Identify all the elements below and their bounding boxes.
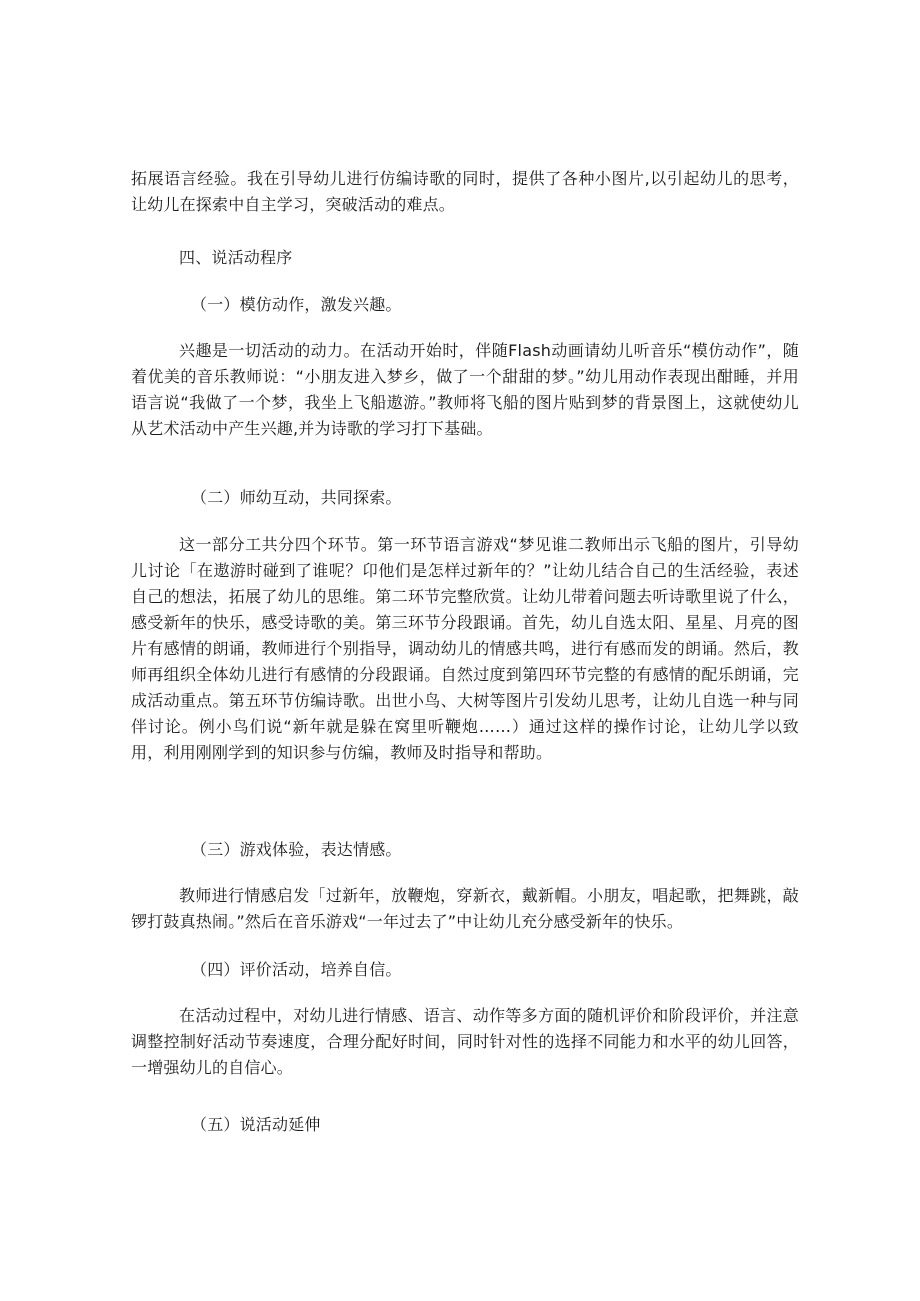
- paragraph-emotion-inspiration: 教师进行情感启发「过新年，放鞭炮，穿新衣，戴新帽。小朋友，唱起歌，把舞跳，敲锣打鼓真热闹。”然后在音乐游戏“一年过去了”中让幼儿充分感受新年的快乐。: [131, 886, 799, 931]
- paragraph-intro: 拓展语言经验。我在引导幼儿进行仿编诗歌的同时，提供了各种小图片,以引起幼儿的思考，让幼儿在探索中自主学习，突破活动的难点。: [131, 169, 799, 214]
- subheading-imitate-actions: （一）模仿动作，激发兴趣。: [191, 295, 402, 314]
- section-heading-activity-procedure: 四、说活动程序: [179, 248, 293, 267]
- subheading-extension: （五）说活动延伸: [191, 1115, 321, 1134]
- subheading-evaluation: （四）评价活动，培养自信。: [191, 960, 402, 979]
- subheading-teacher-child-interaction: （二）师幼互动，共同探索。: [191, 488, 402, 507]
- paragraph-four-steps: 这一部分工共分四个环节。第一环节语言游戏“梦见谁二教师出示飞船的图片，引导幼儿讨论「在遨游时碰到了谁呢？卬他们是怎样过新年的？”让幼儿结合自己的生活经验，表述自己的想法，拓展了幼儿的思维。第二环节完整欣赏。让幼儿带着问题去听诗歌里说了什么，感受新年的快乐，感受诗歌的美。第三环节分段跟诵。首先，幼儿自选太阳、星星、月亮的图片有感情的朗诵，教师进行个别指导，调动幼儿的情感共鸣，进行有感而发的朗诵。然后，教师再组织全体幼儿进行有感情的分段跟诵。自然过度到第四环节完整的有感情的配乐朗诵，完成活动重点。第五环节仿编诗歌。出世小鸟、大树等图片引发幼儿思考，让幼儿自选一种与同伴讨论。例小鸟们说“新年就是躲在窝里听鞭炮……）通过这样的操作讨论，让幼儿学以致用，利用刚刚学到的知识参与仿编，教师及时指导和帮助。: [131, 535, 799, 762]
- subheading-game-experience: （三）游戏体验，表达情感。: [191, 840, 402, 859]
- paragraph-evaluation: 在活动过程中，对幼儿进行情感、语言、动作等多方面的随机评价和阶段评价，并注意调整控制好活动节奏速度，合理分配好时间，同时针对性的选择不同能力和水平的幼儿回答，一增强幼儿的自信心。: [131, 1006, 799, 1077]
- paragraph-interest: 兴趣是一切活动的动力。在活动开始时，伴随Flash动画请幼儿听音乐“模仿动作”，随着优美的音乐教师说：“小朋友进入梦乡，做了一个甜甜的梦。”幼儿用动作表现出酣睡，并用语言说“我做了一个梦，我坐上飞船遨游。”教师将飞船的图片贴到梦的背景图上，这就使幼儿从艺术活动中产生兴趣,并为诗歌的学习打下基础。: [131, 341, 799, 438]
